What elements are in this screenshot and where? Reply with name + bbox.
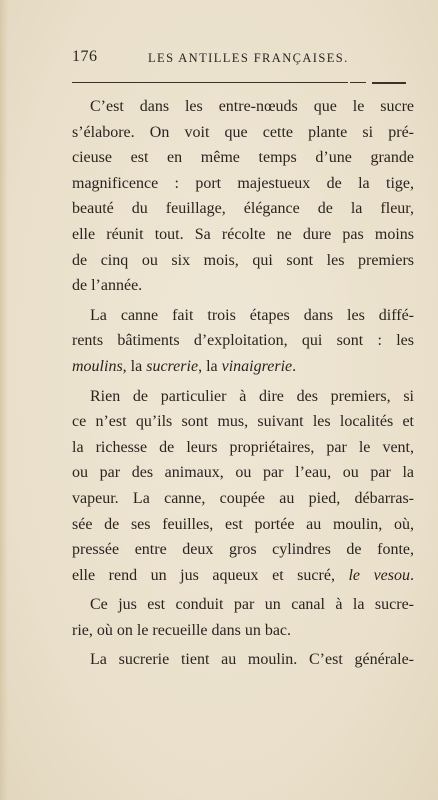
text-line: magnificence : port majestueux de la tige,	[72, 174, 414, 192]
text-line: beauté du feuillage, élégance de la fleur,	[72, 200, 414, 218]
text-fragment: , la	[122, 357, 147, 375]
text-line: La sucrerie tient au moulin. C’est générale-	[90, 651, 414, 669]
page-edge-shadow	[0, 0, 8, 800]
text-line: ou par des animaux, ou par l’eau, ou par la	[72, 464, 414, 482]
text-line: sée de ses feuilles, est portée au moulin, où,	[72, 515, 414, 533]
italic-term: moulins	[72, 357, 123, 375]
paragraph	[72, 303, 414, 380]
italic-term: sucrerie	[146, 357, 199, 375]
italic-term: vinaigrerie	[221, 357, 293, 375]
paragraph	[72, 384, 414, 589]
text-line: s’élabore. On voit que cette plante si pré-	[72, 123, 414, 141]
text-fragment: elle rend un jus aqueux et sucré,	[72, 566, 349, 584]
paragraph	[72, 647, 414, 673]
text-line: rents bâtiments d’exploitation, qui sont : les	[72, 332, 414, 350]
header-rule-segment	[350, 82, 366, 83]
text-fragment: .	[410, 566, 414, 584]
text-line: Ce jus est conduit par un canal à la sucre-	[90, 596, 414, 614]
text-fragment: , la	[198, 357, 222, 375]
text-line: C’est dans les entre-nœuds que le sucre	[90, 98, 414, 115]
text-fragment: .	[292, 357, 297, 375]
text-line: ce n’est qu’ils sont mus, suivant les localités et	[72, 413, 414, 431]
header-rule	[72, 82, 348, 83]
text-line: Rien de particulier à dire des premiers, si	[90, 387, 414, 405]
text-line: la richesse de leurs propriétaires, par le vent,	[72, 438, 414, 456]
page-number: 176	[72, 48, 98, 65]
running-head: LES ANTILLES FRANÇAISES.	[148, 51, 349, 65]
text-line: de cinq ou six mois, qui sont les premiers	[72, 251, 414, 269]
header-rule-segment	[372, 82, 406, 84]
paragraph	[72, 592, 414, 643]
italic-term: le vesou	[348, 566, 410, 584]
body-text	[72, 94, 414, 673]
text-line	[72, 354, 414, 380]
text-line: cieuse est en même temps d’une grande	[72, 149, 414, 167]
text-line: vapeur. La canne, coupée au pied, débarras-	[72, 489, 414, 507]
paragraph	[72, 94, 414, 299]
page-header	[72, 48, 372, 72]
text-line	[72, 563, 414, 589]
text-line: La canne fait trois étapes dans les diffé-	[90, 306, 414, 324]
text-line: elle réunit tout. Sa récolte ne dure pas moins	[72, 225, 414, 243]
text-line: rie, où on le recueille dans un bac.	[72, 621, 292, 639]
text-line: pressée entre deux gros cylindres de fonte,	[72, 541, 414, 559]
text-line: de l’année.	[72, 277, 143, 295]
